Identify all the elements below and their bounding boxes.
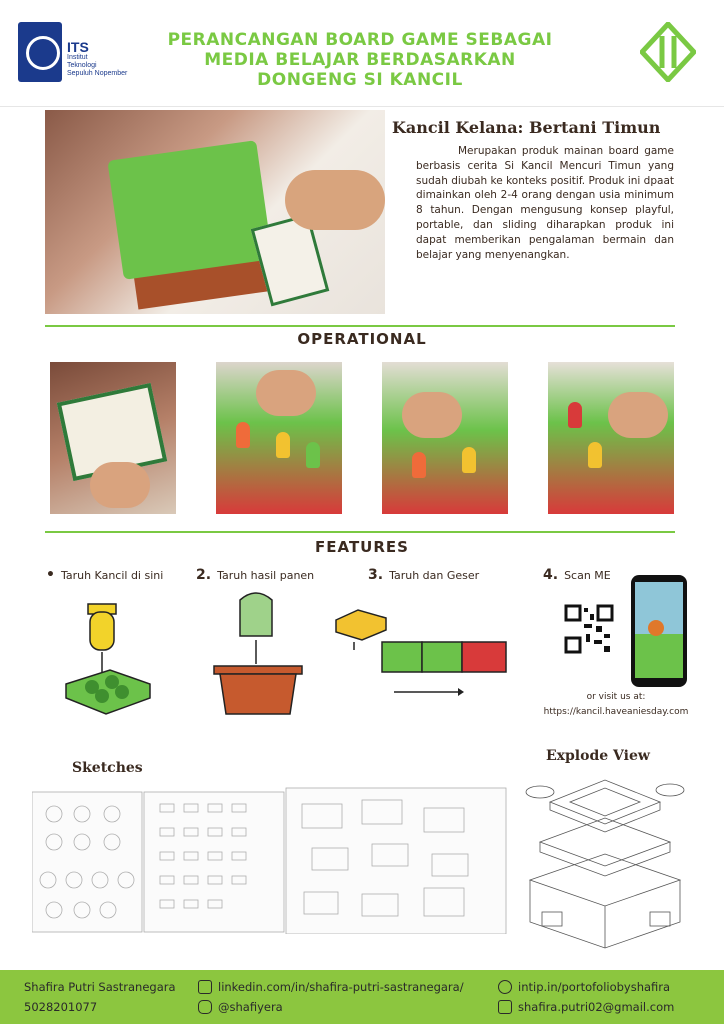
header — [0, 0, 724, 108]
product-title: Kancil Kelana: Bertani Timun — [392, 118, 661, 137]
product-photo — [45, 110, 385, 314]
feature-2: 2. Taruh hasil panen — [196, 567, 315, 583]
explode-view-drawing — [510, 772, 700, 950]
product-description: Merupakan produk mainan board game berbasis cerita Si Kancil Mencuri Timun yang sudah diubah ke konteks positif. Produk ini dpaat dimainkan oleh 2-4 orang dengan usia minimum 8 tahun. Dengan mengusung konsep playful, portable, dan sliding diharapkan produk ini dapat memberikan pengalaman bermain dan belajar yang menyenangkan. — [416, 145, 674, 261]
photo-bg — [382, 362, 508, 514]
peg — [306, 442, 320, 468]
footer — [0, 970, 724, 1024]
sketches-heading: Sketches — [72, 760, 143, 776]
operational-photo-2 — [216, 362, 342, 514]
feature-4: 4. Scan ME — [543, 567, 611, 583]
harvest-pot-illustration — [208, 590, 308, 720]
instagram-icon — [198, 1000, 212, 1014]
kancil-piece-illustration — [58, 592, 158, 722]
peg — [568, 402, 582, 428]
visit-url-link[interactable]: https://kancil.haveaniesday.com — [543, 707, 689, 717]
section-divider — [45, 325, 675, 327]
game-board — [107, 140, 272, 280]
feature-1: • Taruh Kancil di sini — [46, 567, 164, 583]
mail-icon — [498, 1000, 512, 1014]
author-nrp: 5028201077 — [24, 1000, 98, 1014]
peg — [588, 442, 602, 468]
linkedin-link[interactable]: linkedin.com/in/shafira-putri-sastranegara/ — [218, 980, 464, 994]
peg — [236, 422, 250, 448]
peg — [412, 452, 426, 478]
player-hand — [285, 170, 385, 230]
slide-tiles-illustration — [334, 600, 514, 700]
section-divider — [45, 531, 675, 533]
linkedin-icon — [198, 980, 212, 994]
hand — [402, 392, 462, 438]
feature-3: 3. Taruh dan Geser — [368, 567, 480, 583]
globe-icon — [498, 980, 512, 994]
peg — [462, 447, 476, 473]
author-name: Shafira Putri Sastranegara — [24, 980, 176, 994]
explode-view-heading: Explode View — [546, 748, 650, 764]
its-logo-icon — [18, 22, 62, 82]
visit-label: or visit us at: — [586, 692, 646, 702]
hand — [256, 370, 316, 416]
email-link[interactable]: shafira.putri02@gmail.com — [518, 1000, 675, 1014]
operational-photo-4 — [548, 362, 674, 514]
peg — [276, 432, 290, 458]
phone-mockup-icon — [630, 574, 688, 688]
page-title: PERANCANGAN BOARD GAME SEBAGAI MEDIA BELAJAR BERDASARKAN DONGENG SI KANCIL — [167, 30, 553, 90]
header-divider — [0, 106, 724, 107]
operational-photo-3 — [382, 362, 508, 514]
operational-photo-1 — [50, 362, 176, 514]
instagram-link[interactable]: @shafiyera — [218, 1000, 283, 1014]
portfolio-link[interactable]: intip.in/portofoliobyshafira — [518, 980, 671, 994]
operational-heading: OPERATIONAL — [297, 330, 427, 348]
institution-wordmark: ITS Institut Teknologi Sepuluh Nopember — [67, 39, 128, 77]
qr-code-icon[interactable] — [564, 604, 614, 654]
brand-logo-icon — [640, 22, 696, 82]
photo-bg — [548, 362, 674, 514]
features-heading: FEATURES — [315, 538, 409, 556]
sketches-collage — [32, 784, 512, 934]
hand — [608, 392, 668, 438]
hand — [90, 462, 150, 508]
